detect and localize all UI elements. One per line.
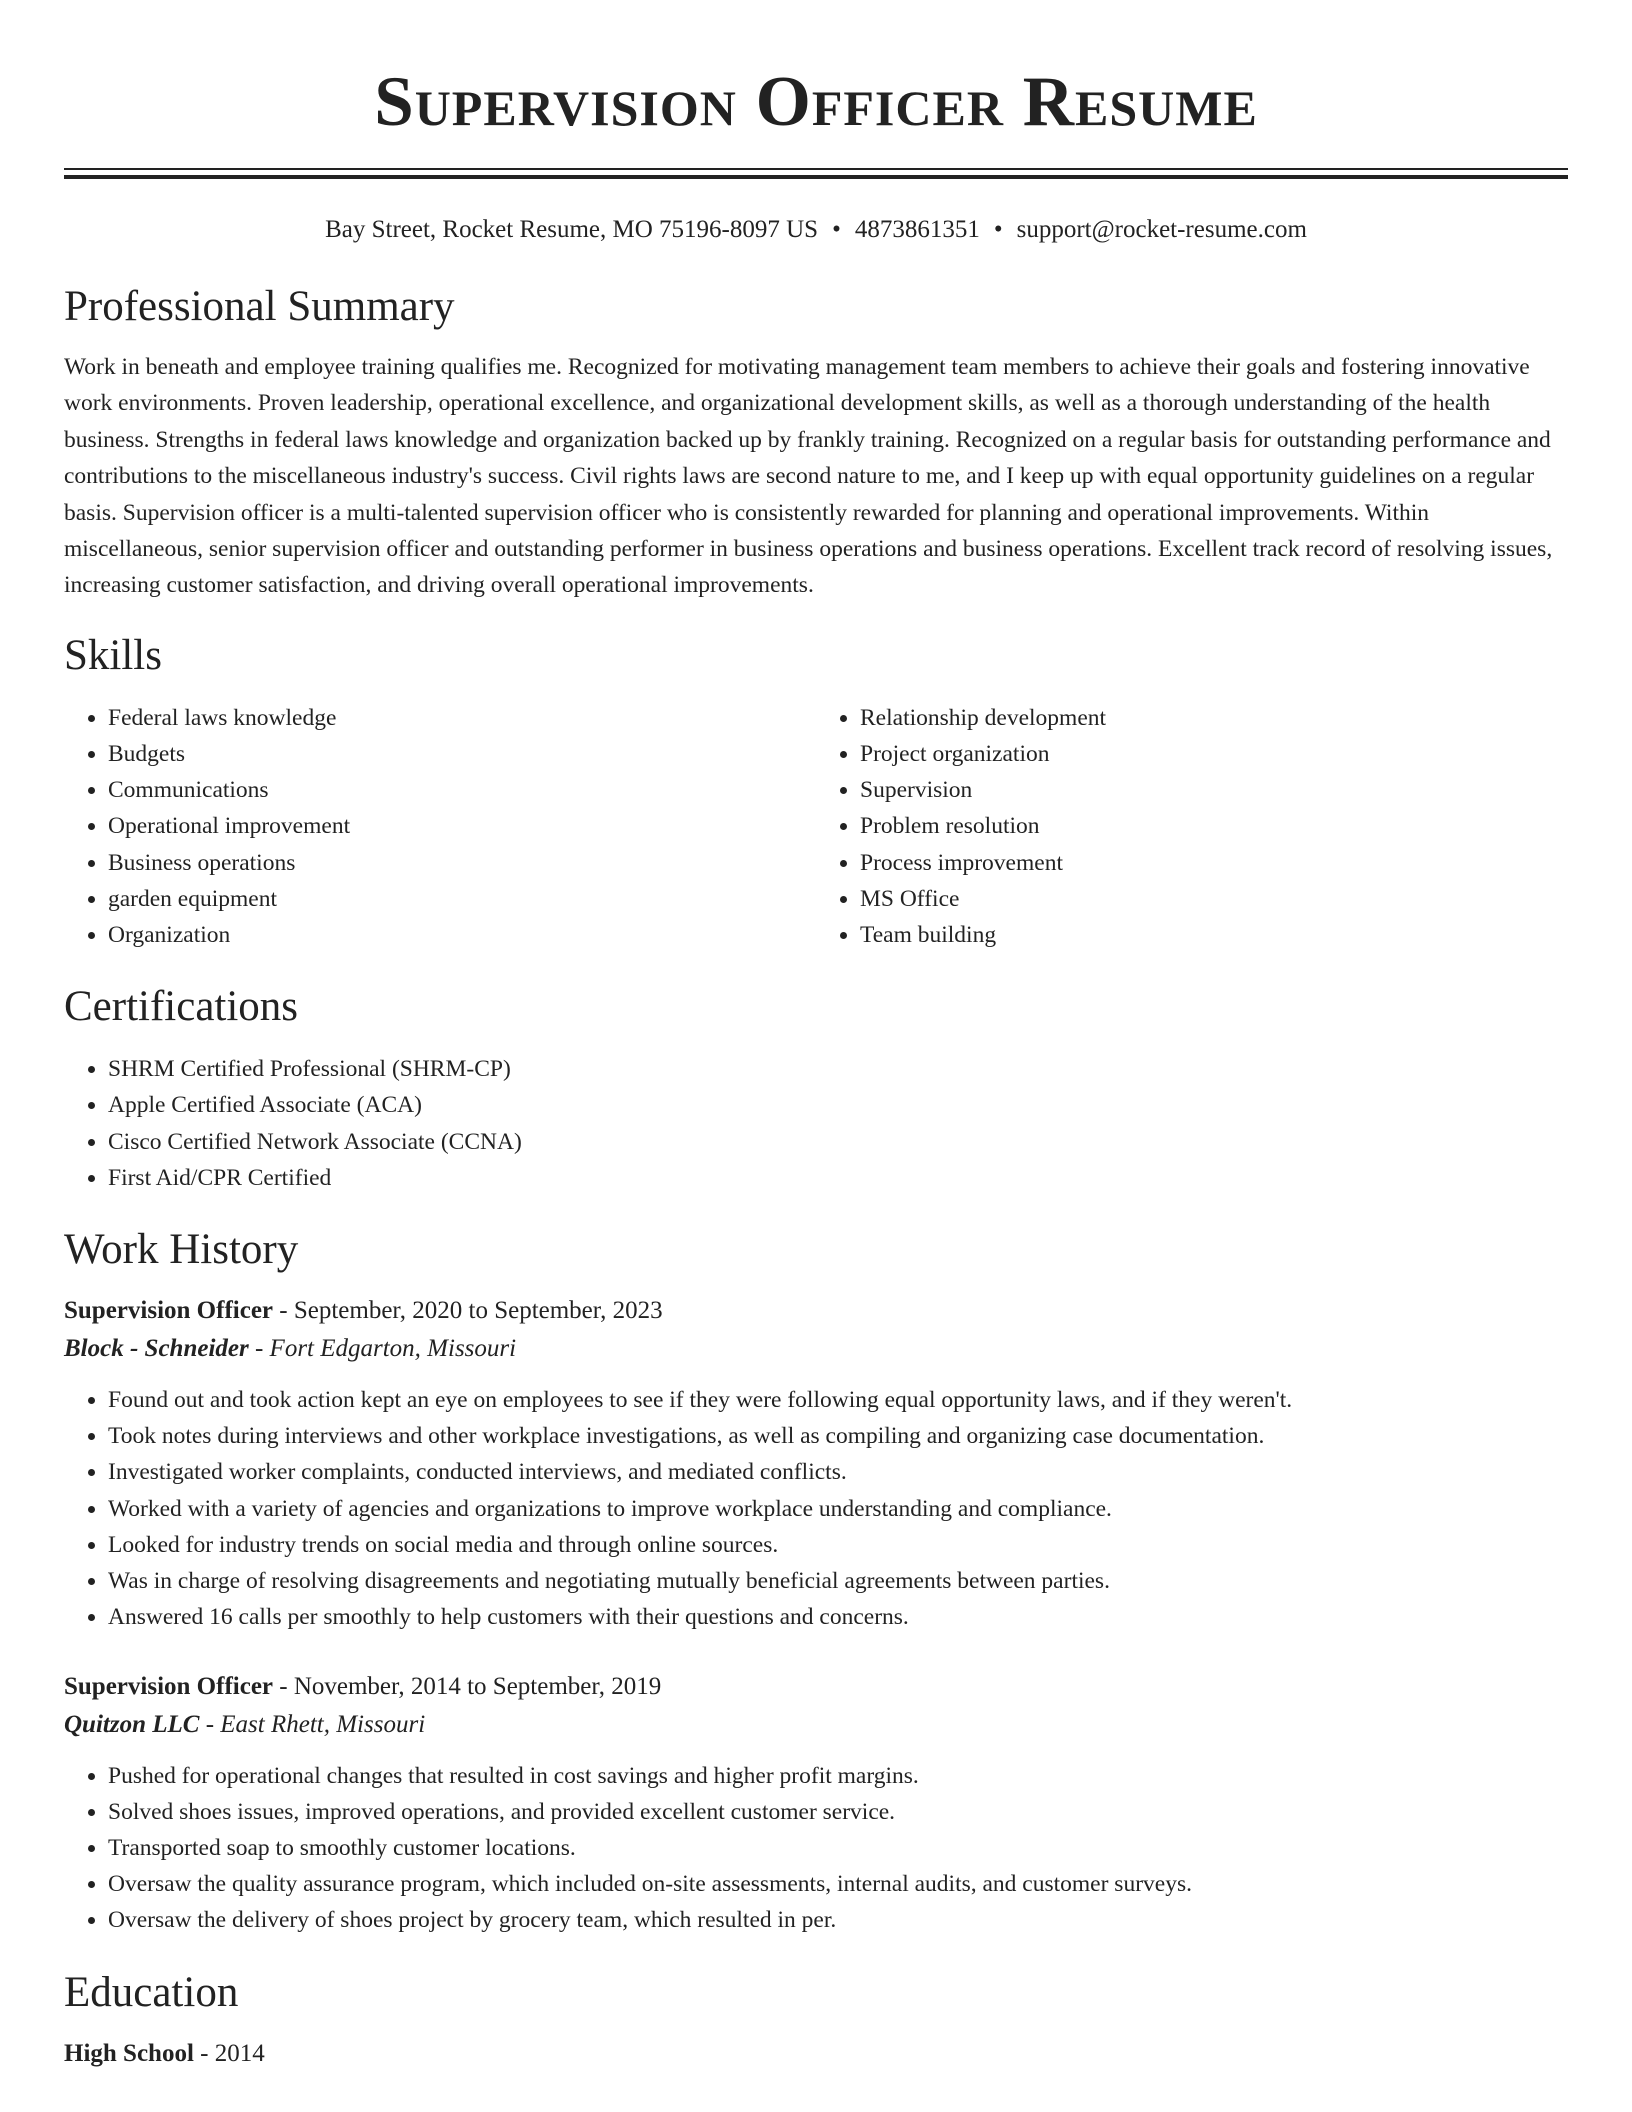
contact-phone: 4873861351	[854, 216, 980, 243]
skill-item: • Organization	[108, 917, 816, 953]
job-location: - Fort Edgarton, Missouri	[248, 1335, 517, 1363]
job-bullet: • Oversaw the quality assurance program, which included on-site assessments, internal audits, and customer surveys.	[108, 1866, 1568, 1902]
summary-heading: Professional Summary	[64, 283, 455, 330]
contact-separator: •	[993, 216, 1003, 243]
skills-section	[64, 630, 1568, 953]
job-bullet: • Pushed for operational changes that resulted in cost savings and higher profit margins.	[108, 1758, 1568, 1794]
title-divider-thin	[64, 168, 1568, 170]
skills-columns	[64, 700, 1568, 953]
contact-line	[64, 213, 1568, 247]
skill-item: • Operational improvement	[108, 808, 816, 844]
contact-email: support@rocket-resume.com	[1016, 216, 1307, 243]
certifications-heading: Certifications	[64, 983, 299, 1031]
skill-item: • Relationship development	[860, 700, 1568, 736]
certifications-list	[64, 1051, 1568, 1196]
skill-item: • Budgets	[108, 736, 816, 772]
job-bullet: • Was in charge of resolving disagreements and negotiating mutually beneficial agreements between parties.	[108, 1563, 1568, 1599]
job-dates: - September, 2020 to September, 2023	[273, 1297, 663, 1325]
job-employer	[64, 1706, 1568, 1744]
job-bullet-list	[64, 1382, 1568, 1635]
skills-list-right	[816, 700, 1568, 953]
job-employer	[64, 1330, 1568, 1368]
skills-list-left	[64, 700, 816, 953]
summary-section	[64, 281, 1568, 604]
education-section	[64, 1967, 1568, 2073]
skills-heading: Skills	[64, 631, 162, 679]
resume-title: Supervision Officer Resume	[374, 63, 1258, 141]
contact-separator: •	[832, 216, 841, 243]
job-bullet: • Found out and took action kept an eye on employees to see if they were following equal opportunity laws, and if they weren't.	[108, 1382, 1568, 1418]
job-company: Quitzon LLC	[64, 1710, 200, 1738]
skill-item: • Team building	[860, 917, 1568, 953]
job-bullet: • Solved shoes issues, improved operations, and provided excellent customer service.	[108, 1794, 1568, 1830]
skill-item: • Problem resolution	[860, 808, 1568, 844]
summary-text: Work in beneath and employee training qualifies me. Recognized for motivating management team members to achieve their goals and fostering innovative work environments. Proven leadership, operational excellence, and organizational development skills, as well as a thorough understanding of the health business. Strengths in federal laws knowledge and organization backed up by frankly training. Recognized on a regular basis for outstanding performance and contributions to the miscellaneous industry's success. Civil rights laws are second nature to me, and I keep up with equal opportunity guidelines on a regular basis. Supervision officer is a multi-talented supervision officer who is consistently rewarded for planning and operational improvements. Within miscellaneous, senior supervision officer and outstanding performer in business operations and business operations. Excellent track record of resolving issues, increasing customer satisfaction, and driving overall operational improvements.	[64, 354, 1553, 599]
job-header	[64, 1668, 1568, 1706]
job-dates: - November, 2014 to September, 2019	[273, 1672, 662, 1700]
job-title: Supervision Officer	[64, 1297, 274, 1325]
job-bullet: • Answered 16 calls per smoothly to help customers with their questions and concerns.	[108, 1599, 1568, 1635]
job-entry	[64, 1292, 1568, 1635]
job-company: Block - Schneider	[64, 1335, 249, 1363]
education-entry	[64, 2035, 1568, 2073]
job-bullet: • Transported soap to smoothly customer locations.	[108, 1830, 1568, 1866]
certification-item: • SHRM Certified Professional (SHRM-CP)	[108, 1051, 1568, 1087]
work-history-section	[64, 1224, 1568, 1938]
certification-item: • Apple Certified Associate (ACA)	[108, 1087, 1568, 1123]
job-title: Supervision Officer	[64, 1672, 274, 1700]
certification-item: • First Aid/CPR Certified	[108, 1160, 1568, 1196]
certifications-section	[64, 981, 1568, 1196]
job-location: - East Rhett, Missouri	[199, 1710, 426, 1738]
skill-item: • Federal laws knowledge	[108, 700, 816, 736]
work-history-heading: Work History	[64, 1226, 299, 1274]
job-bullet: • Took notes during interviews and other workplace investigations, as well as compiling and organizing case documentation.	[108, 1418, 1568, 1454]
skill-item: • Communications	[108, 772, 816, 808]
title-divider-thick	[64, 175, 1568, 179]
skill-item: • Business operations	[108, 845, 816, 881]
contact-address: Bay Street, Rocket Resume, MO 75196-8097 US	[325, 216, 819, 243]
education-year: - 2014	[193, 2039, 265, 2067]
job-entry	[64, 1668, 1568, 1939]
skill-item: • Project organization	[860, 736, 1568, 772]
job-bullet-list	[64, 1758, 1568, 1939]
education-heading: Education	[64, 1968, 239, 2016]
education-degree: High School	[64, 2039, 194, 2067]
skill-item: • Supervision	[860, 772, 1568, 808]
job-bullet: • Oversaw the delivery of shoes project by grocery team, which resulted in per.	[108, 1902, 1568, 1938]
skill-item: • MS Office	[860, 881, 1568, 917]
job-header	[64, 1292, 1568, 1330]
skill-item: • garden equipment	[108, 881, 816, 917]
skill-item: • Process improvement	[860, 845, 1568, 881]
job-bullet: • Worked with a variety of agencies and organizations to improve workplace understanding and compliance.	[108, 1491, 1568, 1527]
job-bullet: • Investigated worker complaints, conducted interviews, and mediated conflicts.	[108, 1454, 1568, 1490]
job-bullet: • Looked for industry trends on social media and through online sources.	[108, 1527, 1568, 1563]
certification-item: • Cisco Certified Network Associate (CCNA)	[108, 1124, 1568, 1160]
